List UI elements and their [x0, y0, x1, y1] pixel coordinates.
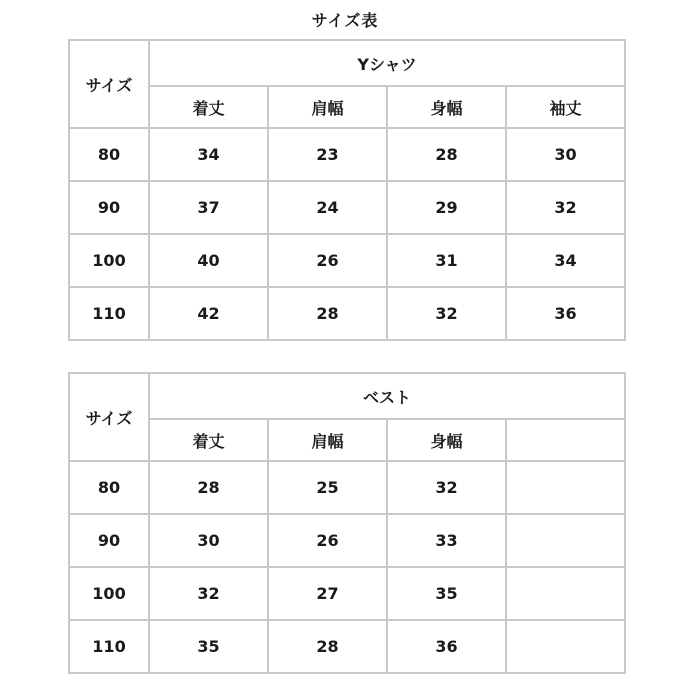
value-cell: 32 [149, 567, 268, 620]
shirt-size-table [68, 39, 626, 341]
value-cell: 37 [149, 181, 268, 234]
value-cell: 40 [149, 234, 268, 287]
column-header: 身幅 [387, 419, 506, 461]
value-cell [506, 461, 625, 514]
value-cell: 23 [268, 128, 387, 181]
value-cell [506, 620, 625, 673]
value-cell: 24 [268, 181, 387, 234]
value-cell: 30 [149, 514, 268, 567]
value-cell: 31 [387, 234, 506, 287]
value-cell: 34 [506, 234, 625, 287]
size-cell: 80 [69, 461, 149, 514]
vest-size-table [68, 372, 626, 674]
value-cell [506, 514, 625, 567]
value-cell: 35 [387, 567, 506, 620]
table-row [69, 287, 625, 340]
table-row [69, 181, 625, 234]
value-cell: 33 [387, 514, 506, 567]
value-cell: 36 [387, 620, 506, 673]
size-cell: 100 [69, 234, 149, 287]
value-cell [506, 567, 625, 620]
value-cell: 30 [506, 128, 625, 181]
value-cell: 28 [387, 128, 506, 181]
size-cell: 80 [69, 128, 149, 181]
value-cell: 28 [268, 620, 387, 673]
group-header: ベスト [149, 373, 625, 419]
size-header: サイズ [69, 40, 149, 128]
size-cell: 90 [69, 514, 149, 567]
size-cell: 100 [69, 567, 149, 620]
table-header-row [69, 373, 625, 419]
value-cell: 25 [268, 461, 387, 514]
value-cell: 27 [268, 567, 387, 620]
column-header: 着丈 [149, 419, 268, 461]
column-header: 肩幅 [268, 419, 387, 461]
group-header: Yシャツ [149, 40, 625, 86]
table-row [69, 461, 625, 514]
size-cell: 110 [69, 620, 149, 673]
column-header [506, 419, 625, 461]
table-row [69, 620, 625, 673]
column-header: 着丈 [149, 86, 268, 128]
table-subheader-row [69, 419, 625, 461]
value-cell: 29 [387, 181, 506, 234]
size-cell: 110 [69, 287, 149, 340]
value-cell: 26 [268, 514, 387, 567]
value-cell: 32 [387, 461, 506, 514]
table-row [69, 234, 625, 287]
table-header-row [69, 40, 625, 86]
value-cell: 32 [387, 287, 506, 340]
value-cell: 36 [506, 287, 625, 340]
table-row [69, 128, 625, 181]
column-header: 肩幅 [268, 86, 387, 128]
value-cell: 32 [506, 181, 625, 234]
value-cell: 42 [149, 287, 268, 340]
table-subheader-row [69, 86, 625, 128]
value-cell: 35 [149, 620, 268, 673]
table-row [69, 567, 625, 620]
size-header: サイズ [69, 373, 149, 461]
value-cell: 28 [149, 461, 268, 514]
column-header: 身幅 [387, 86, 506, 128]
table-row [69, 514, 625, 567]
value-cell: 28 [268, 287, 387, 340]
value-cell: 34 [149, 128, 268, 181]
page-title: サイズ表 [311, 11, 379, 30]
value-cell: 26 [268, 234, 387, 287]
column-header: 袖丈 [506, 86, 625, 128]
size-cell: 90 [69, 181, 149, 234]
